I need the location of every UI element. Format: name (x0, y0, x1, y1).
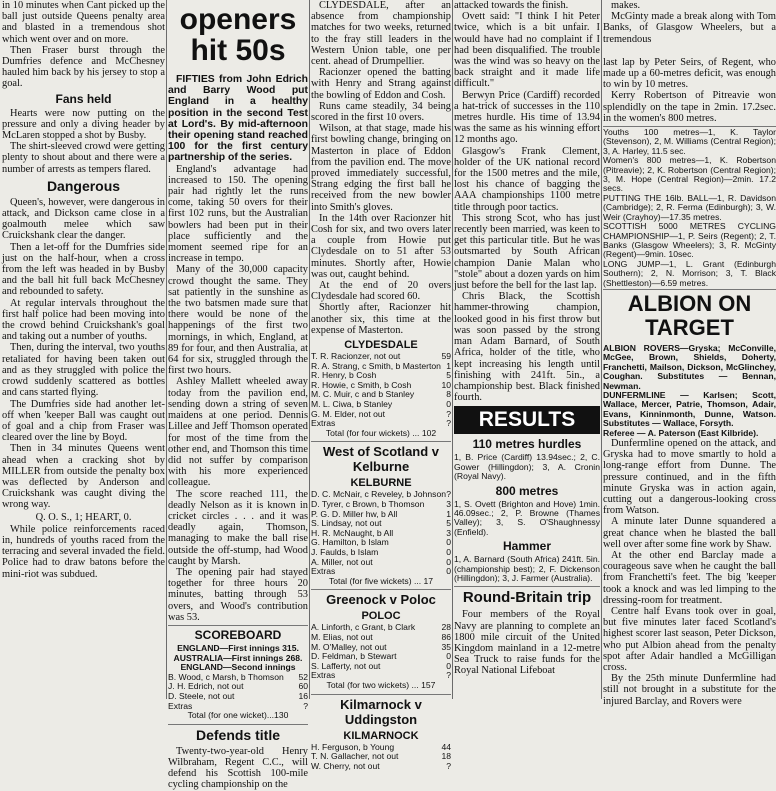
column-rule (309, 0, 310, 699)
score-row: M. Elias, not out 86 (311, 631, 451, 642)
score-row: W. Cherry, not out ? (311, 760, 451, 771)
paragraph: Ashley Mallett wheeled away today from the pavilion end, sending down a string of seven maidens at one period. Dennis Lillee and Jeff Thomson operated for most of the time from the other end, and Thomson this time did not suffer by comparison with his more experienced colleague. (168, 376, 308, 489)
score-row: M. C. Muir, c and b Stanley 8 (311, 389, 451, 400)
paragraph: At regular intervals throughout the first half police had been moving into the crowd behind Cruickshank's goal and taking out a number of youths. (2, 297, 165, 343)
scoreboard-heading: SCOREBOARD (168, 625, 308, 642)
score-row: M. L. Ciwa, b Stanley 0 (311, 399, 451, 410)
paragraph: The Dumfries side had another let-off when 'keeper Ball was caught out of goal and a chip from Fraser was cleared over the line by Boyd. (2, 398, 165, 444)
paragraph: By the 25th minute Dunfermline had still not brought in a substitute for the injured Barclay, and Rovers were (603, 673, 776, 707)
column-rule (166, 0, 167, 699)
paragraph: Kerry Robertson of Pitreavie won splendidly on the tape in 2min. 17.2sec. in the women's 800 metres. (603, 90, 776, 124)
paragraph: The shirt-sleeved crowd were getting plenty to shout about and there were a number of arrests as tempers flared. (2, 141, 165, 175)
score-row: Extras ? (311, 418, 451, 429)
photo-gap (603, 45, 776, 57)
column-rule (601, 0, 602, 699)
team-lineup: ALBION ROVERS—Gryska; McConville, McGee, Brown, Shields, Doherty, Franchetti, Mailson, Dickson, McGlinchey, Coughan. Substitutes — Bennan, Newman. (603, 342, 776, 391)
paragraph: Wilson, at that stage, made his first bowling change, bringing on Masterton in place of Eddon from the pavilion end. The move proved immediately successful, Strang edging the first ball he received from the new bowler into Smith's gloves. (311, 123, 451, 213)
scorecard-poloc (311, 623, 451, 681)
result-line: 1, S. Ovett (Brighton and Hove) 1min. 46.09sec.; 2, P. Browne (Thames Valley); 3, S. O'Shaughnessy (Enfield). (454, 498, 600, 537)
paragraph: last lap by Peter Seirs, of Regent, who made up a 60-metres deficit, was enough to win by 10 metres. (603, 56, 776, 91)
paragraph: McGinty made a break along with Tom Banks, of Glasgow Wheelers, but a tremendous (603, 11, 776, 45)
subheading: Fans held (55, 91, 112, 106)
paragraph: Then, during the interval, two youths retaliated for having been taken out and as they struggled with police the crowd suddenly scattered as bottles and cans started flying. (2, 342, 165, 399)
score-row: D. Feldman, b Stewart 0 (311, 651, 451, 662)
column-football-albion (603, 0, 776, 707)
paragraph: This strong Scot, who has just recently been married, was keen to get this particular title. But he was outsmarted by South African champion Danie Malan who "stole" about a dozen yards on him just before the bell for the last lap. (454, 212, 600, 292)
results-box (603, 126, 776, 290)
paragraph: Berwyn Price (Cardiff) recorded a hat-trick of successes in the 110 metres hurdle. His time of 13.94 was the same as his winning effort 12 months ago. (454, 89, 600, 146)
column-rule (452, 0, 453, 699)
paragraph: Ovett said: "I think I hit Peter twice, which is a bit unfair. I would have had no complaint if I had been disqualified. The trouble was the wind was so heavy on the back straight and it made life difficult." (454, 11, 600, 90)
result-line: LONG JUMP—1, L. Grant (Edinburgh Southern); 2, N. Morrison; 3, T. Black (Shettleston)—6.59 metres. (603, 258, 776, 288)
subheading: Dangerous (46, 177, 121, 194)
referee-line: Referee — A. Paterson (East Kilbride). (603, 427, 759, 438)
subheading: Kilmarnock v Uddingston (311, 694, 451, 727)
club-heading: KILMARNOCK (343, 729, 419, 742)
paragraph: A minute later Dunne squandered a great chance when he blasted the ball well over after some fine work by Shaw. (603, 516, 776, 550)
result-line: Youths 100 metres—1, K. Taylor (Stevenson), 2, M. Williams (Central Region); 3, A. Harley, 11.5 sec. (603, 127, 776, 156)
scoreboard-line: ENGLAND—First innings 315. (177, 642, 299, 653)
score-row: T. R. Racionzer, not out 59 (311, 351, 451, 362)
paragraph: The opening pair had stayed together for three hours 20 minutes, batting through 53 overs, and Wood's contribution was 53. (168, 566, 308, 623)
score-row: S. Lindsay, not out 5 (311, 518, 451, 529)
paragraph: Dunfermline opened on the attack, and Gryska had to move smartly to hold a long-range effort from Dunne. The pressure continued, and in the fifth minute Gryska was in action again, cutting out a dangerous-looking cross from Watson. (603, 438, 776, 517)
club-heading: CLYDESDALE (344, 339, 418, 352)
paragraph: At the end of 20 overs Clydesdale had scored 60. (311, 280, 451, 303)
paragraph: Runs came steadily, 34 being scored in the first 10 overs. (311, 100, 451, 124)
score-row: Extras 0 (311, 566, 451, 577)
score-total: Total (for two wickets) ... 157 (326, 679, 436, 690)
paragraph: Twenty-two-year-old Henry Wilbraham, Regent C.C., will defend his Scottish 100-mile cycling championship on the (168, 745, 308, 791)
subheading: Round-Britain trip (454, 586, 600, 606)
score-row: M. O'Malley, not out 35 (311, 641, 451, 652)
column-football-report (2, 0, 165, 699)
column-athletics (454, 0, 600, 699)
score-row: J. Faulds, b Islam 0 (311, 547, 451, 557)
team-lineup: DUNFERMLINE — Karlsen; Scott, Wallace, Mercer, Patrie, Thomson, Adair, Evans, Kinninmonth, Dunne, Watson. Substitutes — Wallace, Forsyth. (603, 389, 776, 429)
results-banner: RESULTS (454, 406, 600, 434)
paragraph: Centre half Evans took over in goal, but five minutes later faced Scotland's highest scorer last season, Peter Dickson, who put Albion ahead from the penalty spot after Adair handled a McGilligan cross. (603, 606, 776, 674)
result-line: Women's 800 metres—1, K. Robertson (Pitreavie); 2, K. Robertson (Central Region); 3, M. Hope (Central Region)—2min. 17.2 secs. (603, 155, 776, 194)
paragraph: FIFTIES from John Edrich and Barry Wood put England in a healthy position in the second Test at Lord's. By mid-afternoon their opening stand reached 100 for the first century partnership of the series. (168, 74, 308, 164)
paragraph: Racionzer opened the batting with Henry and Strang against the bowling of Eddon and Cosh. (311, 67, 451, 101)
score-row: G. Hamilton, b Islam 0 (311, 537, 451, 548)
score-row: T. N. Gallacher, not out 18 (311, 751, 451, 762)
result-heading: 110 metres hurdles (472, 437, 582, 452)
score-row: D. Tyrer, c Brown, b Thomson 3 (311, 499, 451, 510)
headline: ALBION ON TARGET (627, 290, 752, 340)
scoreboard-rows (168, 673, 308, 711)
paragraph: At the other end Barclay made a courageous save when he caught the ball from Franchetti's feet. The big 'keeper took a knock and was led limping to the dressing-room for treatment. (603, 550, 776, 606)
paragraph: Hearts were now putting on the pressure and only a diving header by McLaren stopped a shot by Busby. (2, 107, 165, 142)
score-row: G. M. Elder, not out ? (311, 408, 451, 419)
scorecard-kilmarnock (311, 743, 451, 772)
score-row: B. Wood, c Marsh, b Thomson 52 (168, 671, 308, 682)
score-row: R. Henry, b Cosh 5 (311, 370, 451, 381)
scoreboard-line: ENGLAND—Second innings (180, 662, 296, 673)
subheading: Greenock v Poloc (311, 589, 451, 607)
paragraph: in 10 minutes when Cant picked up the ball just outside Queens penalty area and blasted in a tremendous shot which went over and on more. (2, 0, 165, 45)
result-line: SCOTTISH 5000 METRES CYCLING CHAMPIONSHIP—1, P. Seirs (Regent); 2, T. Banks (Glasgow Wheelers); 3, R. McGinty (Regent)—9min. 10sec. (603, 221, 776, 260)
score-row: R. Howie, c Smith, b Cosh 10 (311, 379, 451, 390)
club-heading: KELBURNE (350, 477, 412, 490)
column-cricket-test (168, 0, 308, 791)
score-row: D. Steele, not out 16 (168, 690, 308, 701)
score-total: Total (for one wicket)...130 (187, 710, 289, 721)
result-line: 1, A. Barnard (South Africa) 241ft. 5in. (championship best); 2, F. Dickenson (Hillingdon); 3, J. Farmer (Australia). (454, 554, 600, 583)
subheading: West of Scotland v Kelburne (311, 441, 451, 474)
score-row: A. Miller, not out 0 (311, 556, 451, 567)
paragraph: Then Fraser burst through the Dumfries defence and McChesney hauled him back by his jersey to stop a goal. (2, 44, 165, 90)
paragraph: makes. (611, 0, 641, 11)
paragraph: Four members of the Royal Navy are planning to complete an 1800 mile circuit of the United Kingdom mainland in a 12-metre Sea Truck to raise funds for the Royal National Lifeboat (454, 609, 600, 677)
club-heading: POLOC (361, 610, 401, 623)
score-row: Extras ? (311, 670, 451, 681)
paragraph: The score reached 111, the deadly Nelson as it is known in cricket circles . . . and it was deadly again, Thomson, managing to make the ball rise outside the off-stump, had Wood caught by Marsh. (168, 488, 308, 567)
paragraph: attacked towards the finish. (454, 0, 569, 11)
paragraph: Then a let-off for the Dumfries side just on the half-hour, when a cross from the left was headed in by Busby and the ball hit full back McChesney and rebounded to safety. (2, 241, 165, 298)
score-total: Total (for five wickets) ... 17 (328, 575, 434, 586)
score-line: Q. O. S., 1; HEART, 0. (35, 511, 132, 523)
paragraph: Then in 34 minutes Queens went ahead when a cracking shot by MILLER from outside the penalty box was deflected by Anderson and Cruickshank was caught diving the wrong way. (2, 443, 165, 511)
score-row: P. G. D. Miller hw, b All 1 (311, 508, 451, 519)
paragraph: Many of the 30,000 capacity crowd thought the same. They sat patiently in the sunshine as the two batsmen made sure that there would be none of the happenings of the first two mornings, in which, England, at 89 for four, and then Australia, at 64 for six, struggled through the first two hours. (168, 264, 308, 377)
score-total: Total (for four wickets) ... 102 (325, 427, 437, 438)
headline: openers hit 50s (179, 3, 297, 67)
scorecard-kelburne (311, 490, 451, 576)
result-line: PUTTING THE 16lb. BALL—1, R. Davidson (Cambridge); 2, R. Ferma (Edinburgh); 3, W. Weir (Crayhoy)—17.35 metres. (603, 192, 776, 222)
paragraph: CLYDESDALE, after an absence from championship matches for two weeks, returned to the fray still leaders in the Western Union table, one per cent. ahead of Drumpellier. (311, 0, 451, 68)
paragraph: In the 14th over Racionzer hit Cosh for six, and two overs later a couple from Howie put Clydesdale on to 51 after 53 minutes. Shortly after, Howie was out, caught behind. (311, 212, 451, 280)
paragraph: Glasgow's Frank Clement, holder of the UK national record for the 1500 metres and the mile, lost his chance of bagging the AAA championships 1100 metre title through poor tactics. (454, 145, 600, 213)
score-row: D. C. McNair, c Reveley, b Johnson ? (311, 489, 451, 500)
paragraph: Queen's, however, were dangerous in attack, and Dickson came close in a goalmouth melee which saw Cruickshank clear the danger. (2, 196, 165, 242)
paragraph: England's advantage had increased to 150. The opening pair had rightly let the runs come, taking 50 overs for their first 102 runs, but the Australian bowlers had been put in their place sufficiently and the moment seemed ripe for an increase in tempo. (168, 163, 308, 265)
scoreboard-line: AUSTRALIA—First innings 268. (173, 652, 303, 663)
paragraph: While police reinforcements raced in, hundreds of youths raced from the terracing and several invaded the field. Police had to draw batons before the mini-riot was subdued. (2, 523, 165, 580)
scorecard-clydesdale (311, 352, 451, 429)
paragraph: Shortly after, Racionzer hit another six, this time at the expense of Masterton. (311, 302, 451, 336)
score-row: R. A. Strang, c Smith, b Masterton 1 (311, 360, 451, 371)
column-club-cricket (311, 0, 451, 771)
score-row: Extras ? (168, 700, 308, 711)
result-heading: Hammer (502, 539, 552, 554)
score-row: A. Linforth, c Grant, b Clark 28 (311, 622, 451, 633)
result-line: 1, B. Price (Cardiff) 13.94sec.; 2, C. Gower (Hillingdon); 3, A. Cronin (Royal Navy). (454, 452, 600, 482)
score-row: H. Ferguson, b Young 44 (311, 741, 451, 752)
result-heading: 800 metres (495, 483, 559, 498)
subheading: Defends title (168, 724, 308, 743)
score-row: J. H. Edrich, not out 60 (168, 681, 308, 692)
score-row: H. R. McNaught, b All 3 (311, 527, 451, 538)
paragraph: Chris Black, the Scottish hammer-throwing champion, looked good in his first throw but was soon passed by the strong man Adam Barnard, of South Africa, holder of the title, who kept increasing his length until finishing with 241ft. 5in., a championship best. Black finished fourth. (454, 291, 600, 404)
score-row: S. Lafferty, not out 0 (311, 660, 451, 671)
